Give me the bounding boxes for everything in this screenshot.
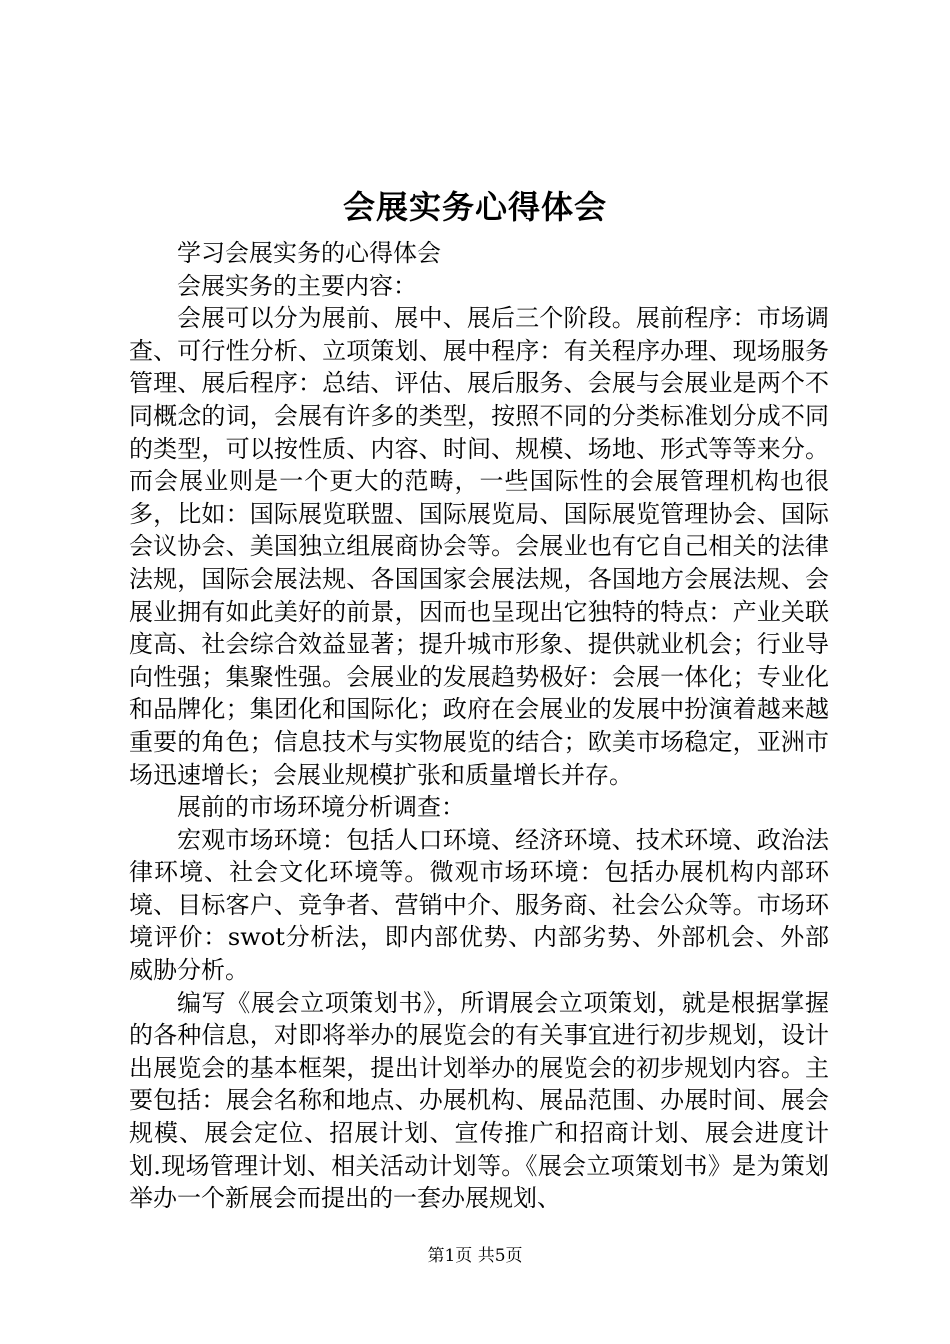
paragraph-2: 会展实务的主要内容： [177, 271, 417, 300]
paragraph-1: 学习会展实务的心得体会 [177, 239, 441, 267]
document-title: 会展实务心得体会 [342, 188, 607, 226]
paragraph-5: 宏观市场环境：包括人口环境、经济环境、技术环境、政治法律环境、社会文化环境等。微观市场环境：包括办展机构内部环境、目标客户、竞争者、营销中介、服务商、社会公众等。市场环境评价：swot分析法，即内部优势、内部劣势、外部机会、外部威胁分析。 [129, 825, 829, 985]
paragraph-4: 展前的市场环境分析调查： [177, 793, 465, 822]
page-footer: 第1页 共5页 [427, 1246, 523, 1266]
paragraph-6: 编写《展会立项策划书》，所谓展会立项策划，就是根据掌握的各种信息，对即将举办的展览会的有关事宜进行初步规划，设计出展览会的基本框架，提出计划举办的展览会的初步规划内容。主要包括：展会名称和地点、办展机构、展品范围、办展时间、展会规模、展会定位、招展计划、宣传推广和招商计划、展会进度计划.现场管理计划、相关活动计划等。《展会立项策划书》是为策划举办一个新展会而提出的一套办展规划、 [129, 988, 829, 1213]
paragraph-3: 会展可以分为展前、展中、展后三个阶段。展前程序：市场调查、可行性分析、立项策划、展中程序：有关程序办理、现场服务管理、展后程序：总结、评估、展后服务、会展与会展业是两个不同概念的词，会展有许多的类型，按照不同的分类标准划分成不同的类型，可以按性质、内容、时间、规模、场地、形式等等来分。而会展业则是一个更大的范畴，一些国际性的会展管理机构也很多，比如：国际展览联盟、国际展览局、国际展览管理协会、国际会议协会、美国独立组展商协会等。会展业也有它自己相关的法律法规，国际会展法规、各国国家会展法规，各国地方会展法规、会展业拥有如此美好的前景，因而也呈现出它独特的特点：产业关联度高、社会综合效益显著；提升城市形象、提供就业机会；行业导向性强；集聚性强。会展业的发展趋势极好：会展一体化；专业化和品牌化；集团化和国际化；政府在会展业的发展中扮演着越来越重要的角色；信息技术与实物展览的结合；欧美市场稳定，亚洲市场迅速增长；会展业规模扩张和质量增长并存。 [129, 304, 829, 789]
document-body [129, 237, 829, 1215]
